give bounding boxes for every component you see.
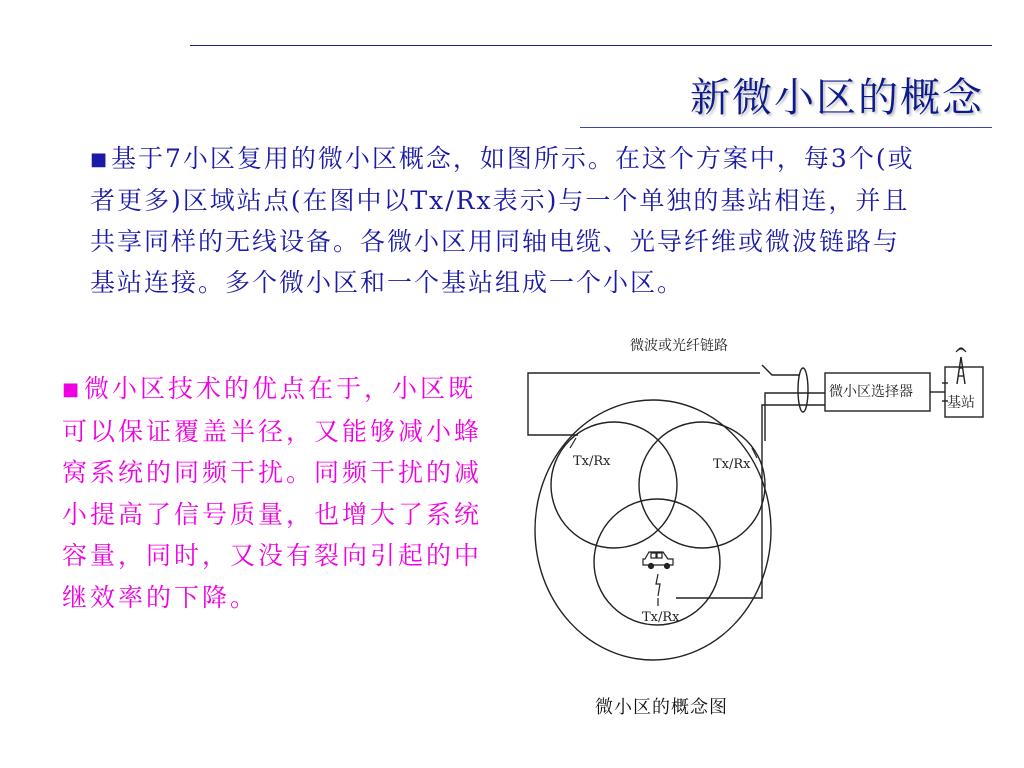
microcell-concept-diagram (510, 330, 1010, 670)
microcell-right (639, 422, 765, 548)
link-line-right (765, 393, 825, 441)
bullet-square-icon: ■ (90, 149, 110, 170)
intro-text: 基于7小区复用的微小区概念，如图所示。在这个方案中，每3个(或者更多)区域站点(在图中以Tx/Rx表示)与一个单独的基站相连，并且共享同样的无线设备。各微小区用同轴电缆、光导纤维或微波链路与基站连接。多个微小区和一个基站组成一个小区。 (90, 144, 915, 297)
bullet-square-icon: ■ (62, 379, 83, 400)
advantage-paragraph (62, 368, 492, 618)
txrx-label-right: Tx/Rx (713, 457, 751, 472)
figure-caption: 微小区的概念图 (595, 697, 728, 718)
radio-link-icon (656, 574, 660, 596)
txrx-label-left: Tx/Rx (573, 454, 611, 469)
advantage-text: 微小区技术的优点在于，小区既可以保证覆盖半径，又能够减小蜂窝系统的同频干扰。同频干扰的减小提高了信号质量，也增大了系统容量，同时，又没有裂向引起的中继效率的下降。 (62, 374, 483, 612)
link-label-leader (762, 365, 800, 375)
microcell-left (551, 422, 677, 548)
page-title: 新微小区的概念 (690, 75, 984, 121)
base-station-label: 基站 (947, 395, 975, 411)
car-icon (643, 552, 673, 569)
txrx-label-bottom: Tx/Rx (642, 610, 680, 625)
intro-paragraph (90, 138, 920, 303)
selector-label: 微小区选择器 (829, 384, 913, 400)
title-underline (580, 127, 992, 128)
top-rule (190, 45, 992, 46)
antenna-icon (956, 348, 966, 352)
link-label: 微波或光纤链路 (630, 338, 728, 354)
link-line-bottom (676, 405, 825, 598)
